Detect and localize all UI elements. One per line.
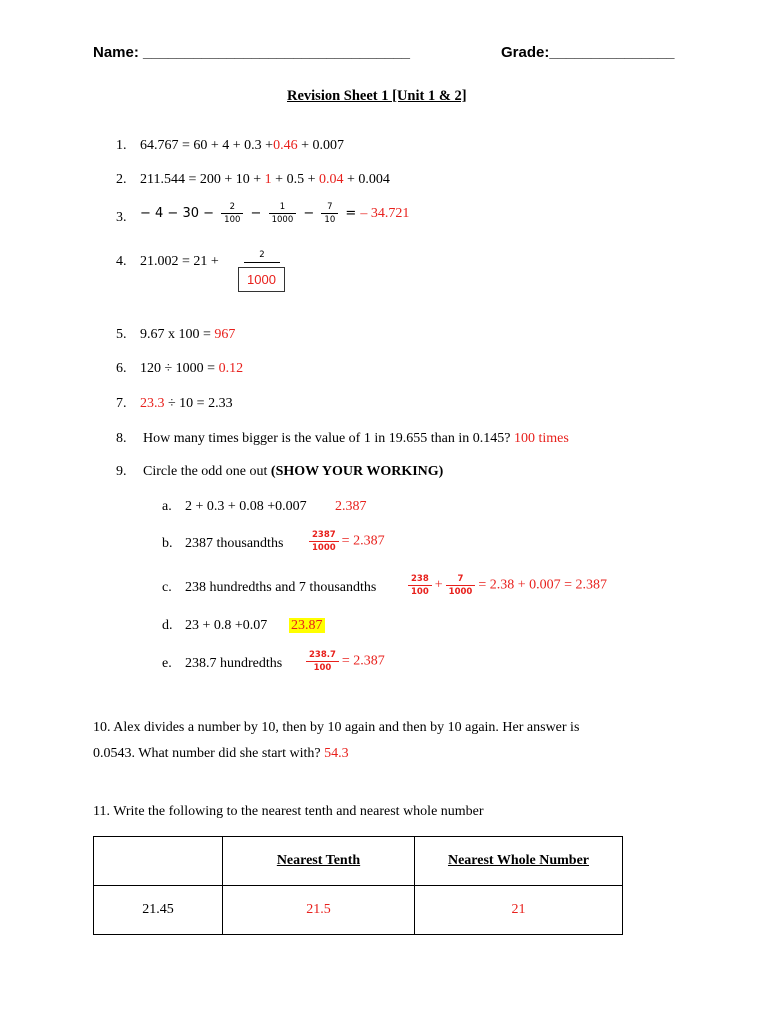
- question-5-number: 5.: [116, 327, 127, 342]
- fraction-7-over-10: $\frac{7}{10}$: [321, 203, 338, 224]
- question-11-text: 11. Write the following to the nearest tenth and nearest whole number: [93, 804, 484, 819]
- question-6-number: 6.: [116, 361, 127, 376]
- question-7: [140, 396, 233, 412]
- question-8-text: How many times bigger is the value of 1 in 19.655 than in 0.145?: [143, 431, 514, 446]
- question-7-number: 7.: [116, 396, 127, 411]
- fraction-7-over-1000: $\frac{7}{1000}$: [446, 575, 476, 596]
- question-9-instruction: (SHOW YOUR WORKING): [270, 464, 444, 479]
- question-2-tail: + 0.004: [343, 172, 390, 187]
- table-header-empty: [94, 837, 223, 886]
- option-a-text: 2 + 0.3 + 0.08 +0.007: [185, 499, 307, 514]
- question-3: [140, 203, 409, 224]
- table-header-nearest-whole: Nearest Whole Number: [415, 837, 623, 886]
- option-d-text: 23 + 0.8 +0.07: [185, 618, 268, 633]
- question-4-fraction-numerator: 2: [244, 250, 280, 263]
- question-1-number: 1.: [116, 138, 127, 153]
- question-2: [140, 172, 390, 188]
- question-4-text: 21.002 = 21 +: [140, 254, 219, 269]
- name-field-label: Name: ________________________________: [93, 44, 410, 61]
- option-d-letter: d.: [162, 618, 173, 633]
- question-10-line-1: 10. Alex divides a number by 10, then by 10 again and then by 10 again. Her answer is: [93, 720, 580, 735]
- question-3-answer: – 34.721: [360, 206, 410, 221]
- option-e-letter: e.: [162, 656, 172, 671]
- minus-sign: −: [303, 206, 315, 221]
- question-3-number: 3.: [116, 210, 127, 225]
- question-5-text: 9.67 x 100 =: [140, 327, 215, 342]
- question-2-number: 2.: [116, 172, 127, 187]
- option-b-letter: b.: [162, 536, 173, 551]
- question-2-answer-2: 0.04: [318, 172, 344, 187]
- question-4-answer-box: 1000: [238, 267, 285, 292]
- question-8-answer: 100 times: [513, 431, 569, 446]
- fraction-238-7-over-100: $\frac{238.7}{100}$: [306, 651, 339, 672]
- table-cell-whole: 21: [415, 886, 623, 935]
- option-a-letter: a.: [162, 499, 172, 514]
- page-title: Revision Sheet 1 [Unit 1 & 2]: [287, 88, 467, 104]
- table-header-row: [94, 837, 623, 886]
- question-2-mid: + 0.5 +: [271, 172, 319, 187]
- option-c-letter: c.: [162, 580, 172, 595]
- option-b-working: [306, 531, 385, 552]
- rounding-table: [93, 836, 623, 935]
- equals-sign: =: [341, 206, 361, 221]
- option-e-working: [303, 651, 385, 672]
- option-b-text: 2387 thousandths: [185, 536, 284, 551]
- question-10-text: 0.0543. What number did she start with?: [93, 746, 325, 761]
- question-9-number: 9.: [116, 464, 127, 479]
- question-10-line-2: [93, 746, 349, 762]
- table-cell-tenth: 21.5: [223, 886, 415, 935]
- question-6: [140, 361, 243, 377]
- question-4-number: 4.: [116, 254, 127, 269]
- plus-sign: +: [434, 577, 443, 593]
- question-2-text: 211.544 = 200 + 10 +: [140, 172, 265, 187]
- option-d-answer-highlighted: 23.87: [291, 618, 323, 633]
- fraction-1-over-1000: $\frac{1}{1000}$: [269, 203, 297, 224]
- table-row: [94, 886, 623, 935]
- table-cell-value: 21.45: [94, 886, 223, 935]
- table-header-nearest-tenth: Nearest Tenth: [223, 837, 415, 886]
- question-7-answer: 23.3: [140, 396, 165, 411]
- option-b-answer: = 2.387: [341, 533, 385, 549]
- fraction-2387-over-1000: $\frac{2387}{1000}$: [309, 531, 339, 552]
- fraction-238-over-100: $\frac{238}{100}$: [408, 575, 432, 596]
- question-2-answer-1: 1: [264, 172, 272, 187]
- option-c-answer: = 2.38 + 0.007 = 2.387: [478, 577, 608, 593]
- fraction-2-over-100: $\frac{2}{100}$: [221, 203, 243, 224]
- question-1: [140, 138, 344, 154]
- question-6-text: 120 ÷ 1000 =: [140, 361, 219, 376]
- grade-field-label: Grade:_______________: [501, 44, 675, 61]
- option-a-answer: 2.387: [335, 499, 367, 514]
- question-9-text: Circle the odd one out: [143, 464, 271, 479]
- question-1-tail: + 0.007: [297, 138, 344, 153]
- question-5-answer: 967: [214, 327, 236, 342]
- option-e-text: 238.7 hundredths: [185, 656, 283, 671]
- question-1-text: 64.767 = 60 + 4 + 0.3 +: [140, 138, 274, 153]
- option-c-text: 238 hundredths and 7 thousandths: [185, 580, 377, 595]
- question-10-answer: 54.3: [324, 746, 349, 761]
- option-c-working: [405, 575, 607, 596]
- question-6-answer: 0.12: [218, 361, 244, 376]
- option-e-answer: = 2.387: [341, 653, 385, 669]
- question-1-answer: 0.46: [273, 138, 298, 153]
- minus-sign: −: [250, 206, 262, 221]
- question-8: [143, 431, 569, 447]
- question-3-lead: − 4 − 30 −: [140, 206, 215, 221]
- question-9: [143, 464, 443, 480]
- question-8-number: 8.: [116, 431, 127, 446]
- question-5: [140, 327, 235, 343]
- question-7-text: ÷ 10 = 2.33: [164, 396, 233, 411]
